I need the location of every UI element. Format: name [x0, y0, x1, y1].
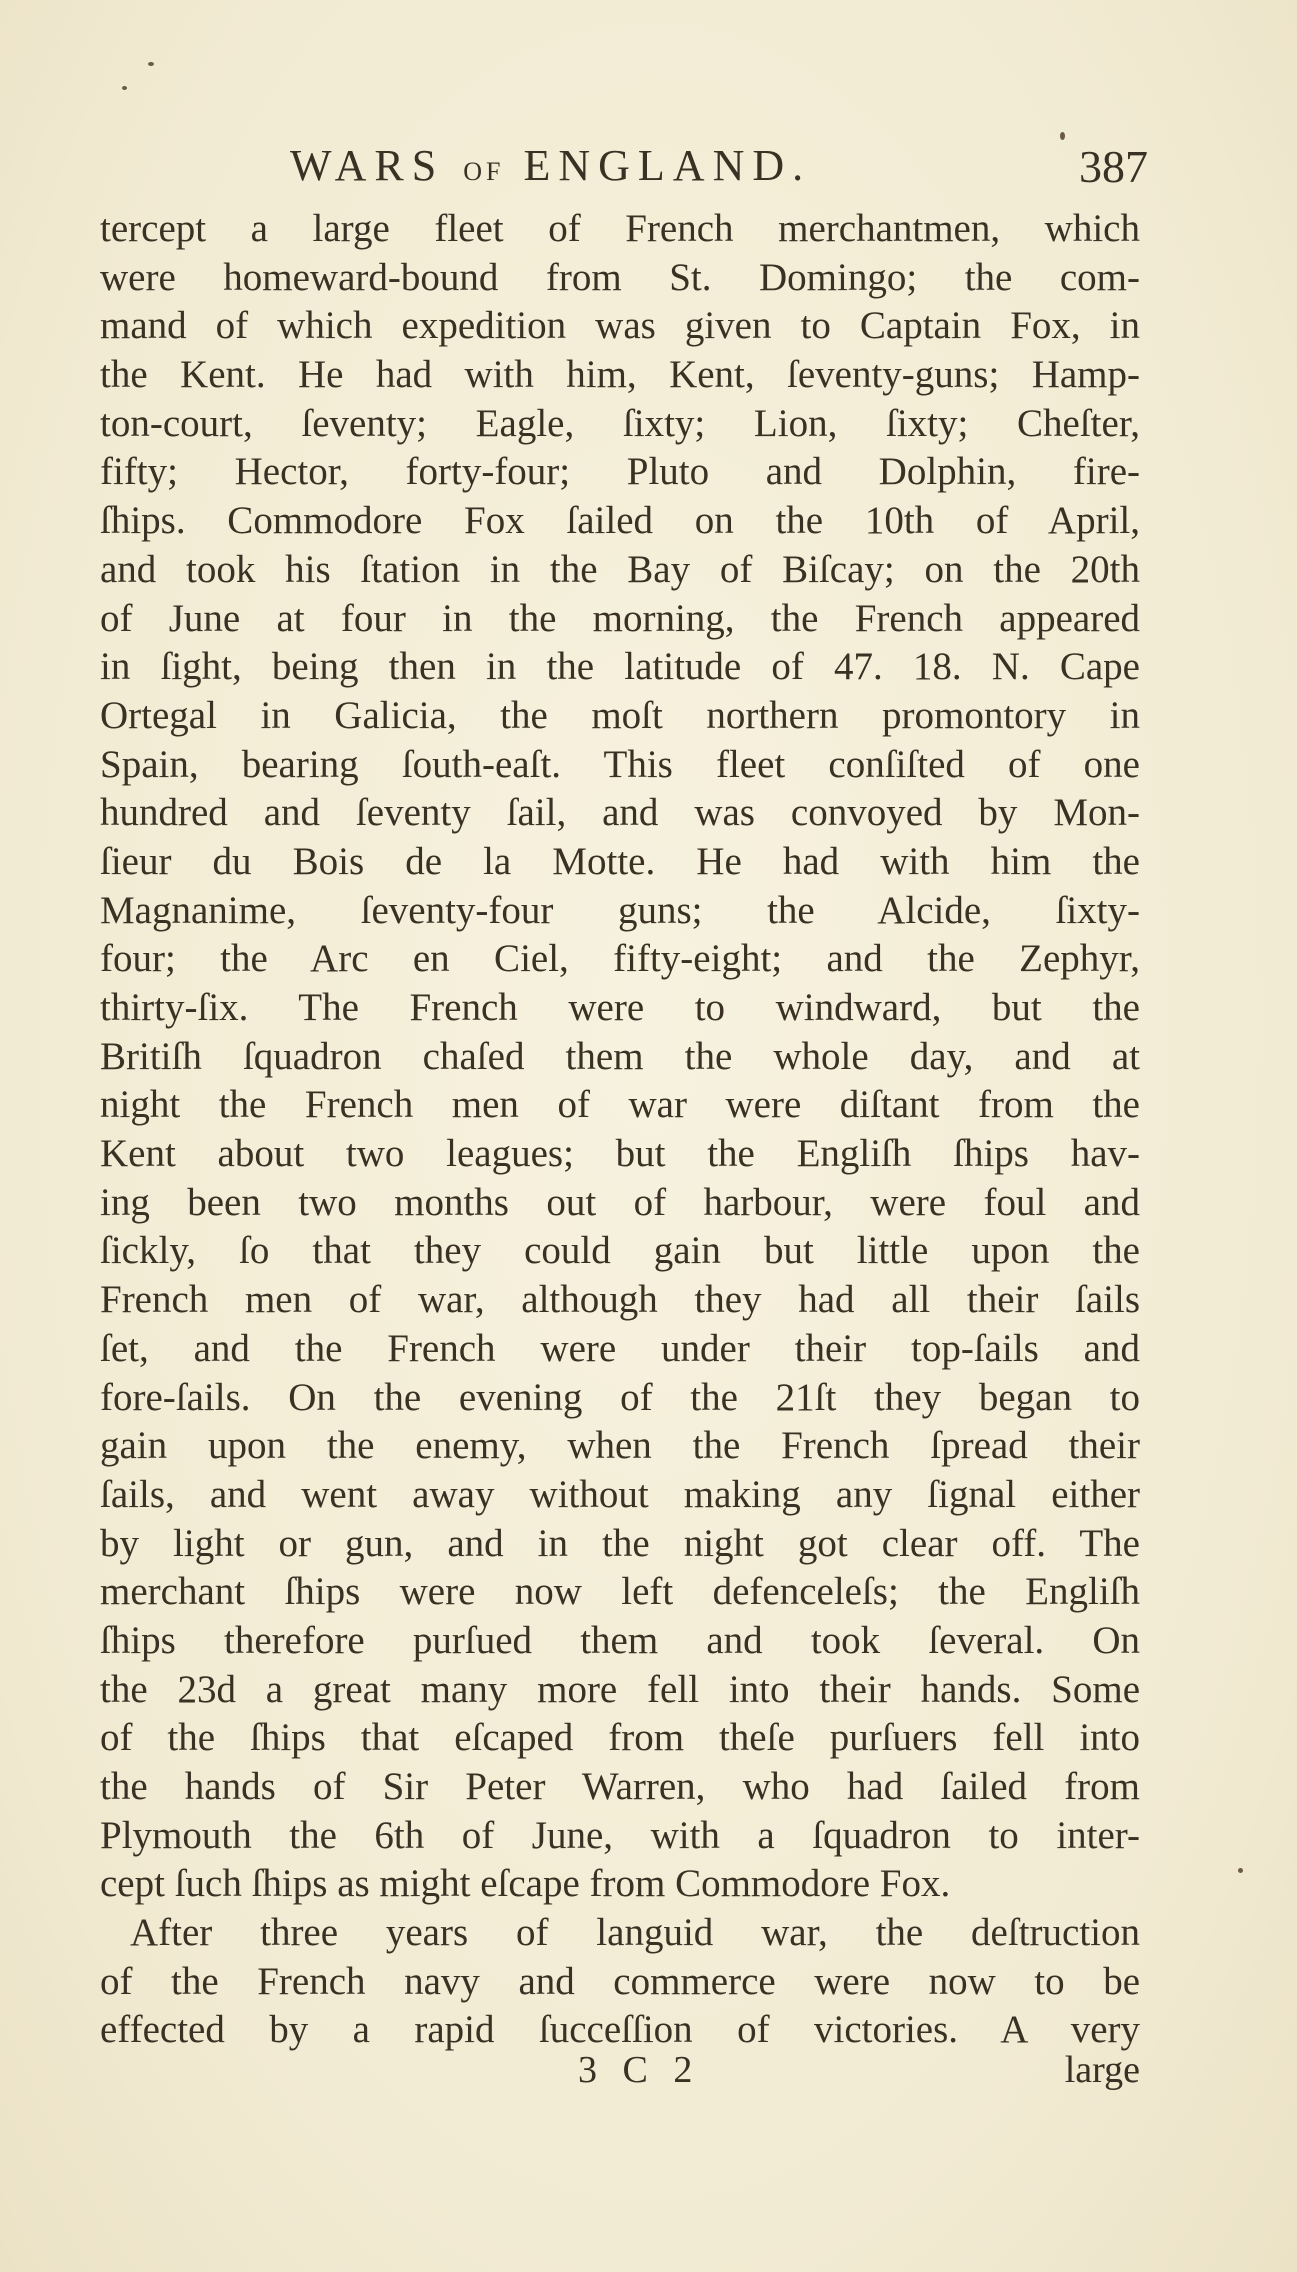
title-word-of: OF — [463, 157, 505, 186]
text-line: fore-ſails. On the evening of the 21ſt they began to — [100, 1375, 1140, 1419]
text-line: four; the Arc en Ciel, fifty-eight; and the Zephyr, — [100, 937, 1140, 981]
text-line: tercept a large fleet of French merchantmen, which — [100, 207, 1140, 250]
text-line: of the ſhips that eſcaped from theſe purſuers fell into — [100, 1716, 1140, 1760]
title-word-england: ENGLAND. — [523, 141, 812, 190]
text-line: night the French men of war were diſtant from the — [100, 1083, 1140, 1127]
text-line: the 23d a great many more fell into their hands. Some — [100, 1667, 1140, 1711]
text-line: ſet, and the French were under their top-ſails and — [100, 1326, 1140, 1370]
text-line: ſails, and went away without making any ſignal either — [100, 1472, 1140, 1516]
ink-speck — [148, 62, 154, 66]
body-text — [100, 205, 1140, 2055]
signature-mark: 3 C 2 — [578, 2049, 701, 2091]
text-line: Britiſh ſquadron chaſed them the whole day, and at — [100, 1034, 1140, 1078]
text-line: the hands of Sir Peter Warren, who had ſailed from — [100, 1765, 1140, 1808]
catchword: large — [1064, 2049, 1140, 2091]
text-line: ing been two months out of harbour, were foul and — [100, 1180, 1140, 1224]
page-footer — [100, 2048, 1140, 2108]
text-line: of June at four in the morning, the French appeared — [100, 596, 1140, 640]
text-line: in ſight, being then in the latitude of 47. 18. N. Cape — [100, 645, 1140, 689]
ink-speck — [1238, 1868, 1243, 1873]
text-line: cept ſuch ſhips as might eſcape from Commodore Fox. — [100, 1862, 951, 1906]
text-line: French men of war, although they had all their ſails — [100, 1278, 1140, 1322]
text-line: ton-court, ſeventy; Eagle, ſixty; Lion, ſixty; Cheſter, — [100, 401, 1140, 445]
text-line: ſickly, ſo that they could gain but little upon the — [100, 1229, 1140, 1273]
text-line: fifty; Hector, forty-four; Pluto and Dolphin, fire- — [100, 450, 1140, 494]
text-line: ſhips. Commodore Fox ſailed on the 10th of April, — [100, 499, 1140, 543]
text-line: the Kent. He had with him, Kent, ſeventy-guns; Hamp- — [100, 353, 1140, 397]
text-line: gain upon the enemy, when the French ſpread their — [100, 1424, 1140, 1468]
title-word-wars: WARS — [290, 141, 445, 190]
text-line: effected by a rapid ſucceſſion of victories. A very — [100, 2008, 1140, 2052]
text-line: of the French navy and commerce were now to be — [100, 1959, 1140, 2003]
ink-speck — [1060, 132, 1065, 140]
text-line: were homeward-bound from St. Domingo; the com- — [100, 255, 1140, 299]
text-line: merchant ſhips were now left defenceleſs; the Engliſh — [100, 1570, 1140, 1614]
text-line: hundred and ſeventy ſail, and was convoyed by Mon- — [100, 791, 1140, 835]
paragraph-start-line: After three years of languid war, the deſtruction — [130, 1911, 1140, 1955]
ink-speck — [122, 86, 127, 90]
text-line: Kent about two leagues; but the Engliſh ſhips hav- — [100, 1132, 1140, 1176]
text-line: and took his ſtation in the Bay of Biſcay; on the 20th — [100, 547, 1140, 591]
running-header — [290, 140, 1160, 200]
text-line: Spain, bearing ſouth-eaſt. This fleet conſiſted of one — [100, 742, 1140, 786]
text-line: ſhips therefore purſued them and took ſeveral. On — [100, 1618, 1140, 1662]
text-line: Magnanime, ſeventy-four guns; the Alcide, ſixty- — [100, 888, 1140, 932]
text-line: Ortegal in Galicia, the moſt northern promontory in — [100, 693, 1140, 737]
text-line: thirty-ſix. The French were to windward, but the — [100, 986, 1140, 1029]
page-number: 387 — [1079, 141, 1148, 192]
text-line: mand of which expedition was given to Captain Fox, in — [100, 304, 1140, 348]
text-line: ſieur du Bois de la Motte. He had with him the — [100, 839, 1140, 883]
running-title — [290, 140, 811, 191]
text-line: by light or gun, and in the night got clear off. The — [100, 1521, 1140, 1565]
text-line: Plymouth the 6th of June, with a ſquadron to inter- — [100, 1813, 1140, 1857]
